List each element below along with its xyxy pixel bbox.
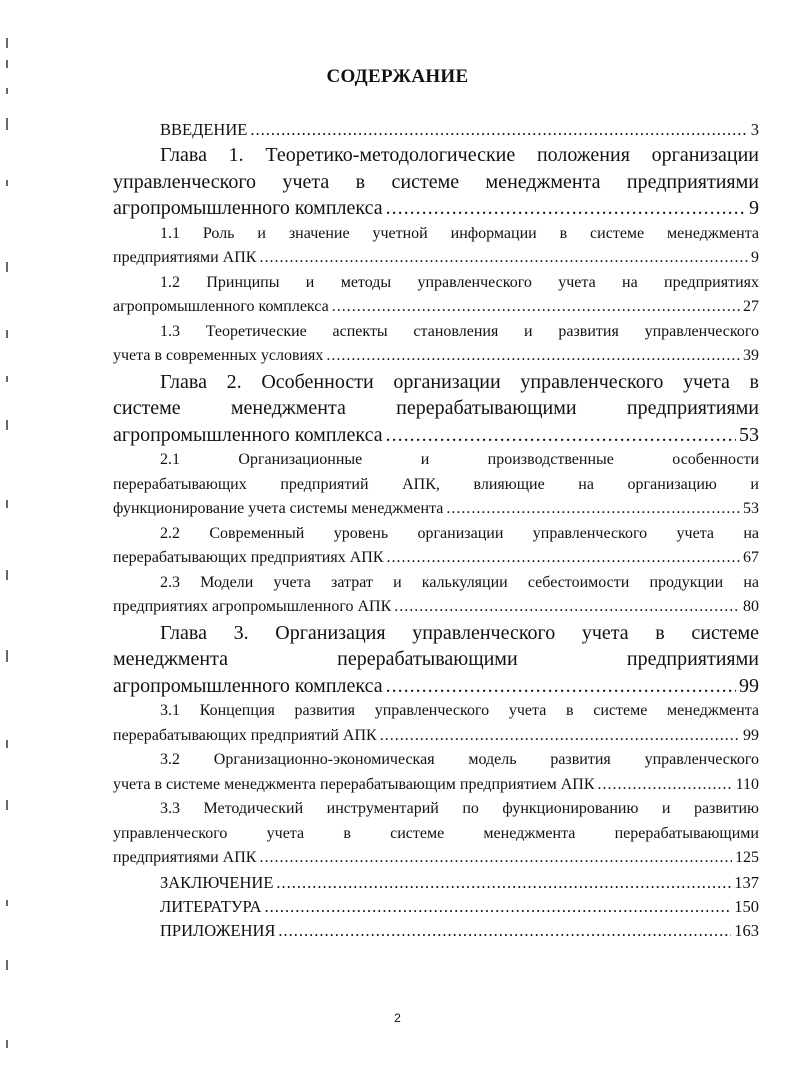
toc-line: 2.3 Модели учета затрат и калькуляции себестоимости продукции на <box>160 573 759 591</box>
toc-label: ЛИТЕРАТУРА <box>160 896 262 916</box>
dot-leader <box>386 195 746 222</box>
toc-page-number: 27 <box>743 298 759 315</box>
toc-line: менеджмента перерабатывающими предприятиями <box>113 648 759 670</box>
toc-label: ПРИЛОЖЕНИЯ <box>160 920 276 940</box>
dot-leader <box>386 422 736 449</box>
toc-label: предприятиями АПК <box>113 249 257 266</box>
dot-leader <box>278 919 731 943</box>
toc-label: перерабатывающих предприятиях АПК <box>113 549 384 566</box>
toc-page-number: 99 <box>743 726 759 744</box>
toc-page-number: 3 <box>750 120 759 139</box>
toc-line: Глава 1. Теоретико-методологические положения организации <box>160 144 759 166</box>
dot-leader <box>386 673 736 700</box>
toc-line: 3.3 Методический инструментарий по функционированию и развитию <box>160 800 759 817</box>
dot-leader <box>250 118 747 142</box>
dot-leader <box>446 497 740 522</box>
toc-entry-section-2-3[interactable] <box>113 571 759 620</box>
toc-page-number: 53 <box>743 500 759 517</box>
scan-edge-marks <box>0 0 14 1085</box>
toc-line: 2.2 Современный уровень организации управленческого учета на <box>160 524 759 542</box>
toc-entry-literature[interactable] <box>113 895 759 919</box>
toc-entry-section-3-2[interactable] <box>113 748 759 797</box>
toc-label: ЗАКЛЮЧЕНИЕ <box>160 872 274 892</box>
toc-page-number: 80 <box>743 598 759 615</box>
toc-page-number: 137 <box>734 872 759 892</box>
dot-leader <box>259 846 732 871</box>
toc-entry-chapter-3[interactable] <box>113 620 759 700</box>
toc-page-number: 53 <box>739 423 759 446</box>
toc-label: предприятиях агропромышленного АПК <box>113 598 392 615</box>
toc-line-last <box>113 295 759 320</box>
toc-entry-section-1-3[interactable] <box>113 320 759 369</box>
toc-entry-section-1-2[interactable] <box>113 271 759 320</box>
toc-line: управленческого учета в системе менеджмента перерабатывающими <box>113 824 759 842</box>
page-number: 2 <box>394 1011 401 1025</box>
dot-leader <box>380 724 740 749</box>
toc-label: учета в современных условиях <box>113 347 324 364</box>
toc-label: перерабатывающих предприятий АПК <box>113 726 377 744</box>
toc-page-number: 9 <box>751 249 759 266</box>
toc-page-number: 110 <box>735 775 759 793</box>
toc-page-number: 67 <box>743 549 759 566</box>
toc-line-last <box>113 724 759 749</box>
dot-leader <box>326 344 740 369</box>
toc-entry-section-3-1[interactable] <box>113 699 759 748</box>
page-title: СОДЕРЖАНИЕ <box>326 66 469 87</box>
toc-entry-section-1-1[interactable] <box>113 222 759 271</box>
toc-page-number: 39 <box>743 347 759 364</box>
toc-entry-conclusion[interactable] <box>113 871 759 895</box>
toc-entry-section-2-1[interactable] <box>113 448 759 522</box>
dot-leader <box>394 595 740 620</box>
toc-label: агропромышленного комплекса <box>113 674 383 697</box>
toc-label: агропромышленного комплекса <box>113 423 383 446</box>
toc-line: 3.1 Концепция развития управленческого учета в системе менеджмента <box>160 702 759 719</box>
toc-label: функционирование учета системы менеджмента <box>113 500 444 517</box>
toc-label: учета в системе менеджмента перерабатывающим предприятием АПК <box>113 775 595 793</box>
toc-line-last <box>113 422 759 449</box>
toc-line: управленческого учета в системе менеджмента предприятиями <box>113 170 759 193</box>
toc-entry-appendices[interactable] <box>113 919 759 943</box>
dot-leader <box>265 895 732 919</box>
toc-line: 3.2 Организационно-экономическая модель развития управленческого <box>160 751 759 768</box>
toc-line: 1.1 Роль и значение учетной информации в системе менеджмента <box>160 224 759 242</box>
dot-leader <box>387 546 741 571</box>
toc-page-number: 99 <box>739 674 759 697</box>
toc-line-last <box>113 344 759 369</box>
dot-leader <box>276 871 731 895</box>
dot-leader <box>598 773 733 798</box>
toc-label: агропромышленного комплекса <box>113 197 383 219</box>
toc-entry-section-2-2[interactable] <box>113 522 759 571</box>
toc-line: системе менеджмента перерабатывающими предприятиями <box>113 397 759 419</box>
toc-entry-intro[interactable] <box>113 118 759 142</box>
toc-label: ВВЕДЕНИЕ <box>160 120 248 139</box>
toc-line: 1.2 Принципы и методы управленческого учета на предприятиях <box>160 273 759 291</box>
toc-line-last <box>113 773 759 798</box>
toc-page-number: 163 <box>734 920 759 940</box>
toc-entry-chapter-1[interactable] <box>113 142 759 222</box>
toc-label: предприятиями АПК <box>113 849 257 866</box>
toc-entry-chapter-2[interactable] <box>113 369 759 449</box>
toc-line: Глава 2. Особенности организации управленческого учета в <box>160 370 759 393</box>
toc-line-last <box>113 846 759 871</box>
toc-line-last <box>113 195 759 222</box>
table-of-contents <box>113 118 759 943</box>
toc-line: 1.3 Теоретические аспекты становления и развития управленческого <box>160 322 759 340</box>
dot-leader <box>332 295 740 320</box>
toc-line-last <box>113 497 759 522</box>
toc-line-last <box>113 595 759 620</box>
toc-line: перерабатывающих предприятий АПК, влияющие на организацию и <box>113 475 759 493</box>
dot-leader <box>259 246 748 271</box>
toc-line-last <box>113 246 759 271</box>
toc-page-number: 9 <box>749 197 759 219</box>
toc-line: 2.1 Организационные и производственные особенности <box>160 451 759 468</box>
toc-page-number: 150 <box>734 896 759 916</box>
toc-line: Глава 3. Организация управленческого учета в системе <box>160 621 759 644</box>
toc-entry-section-3-3[interactable] <box>113 797 759 871</box>
toc-line-last <box>113 546 759 571</box>
toc-page-number: 125 <box>735 849 759 866</box>
toc-label: агропромышленного комплекса <box>113 298 329 315</box>
toc-line-last <box>113 673 759 700</box>
